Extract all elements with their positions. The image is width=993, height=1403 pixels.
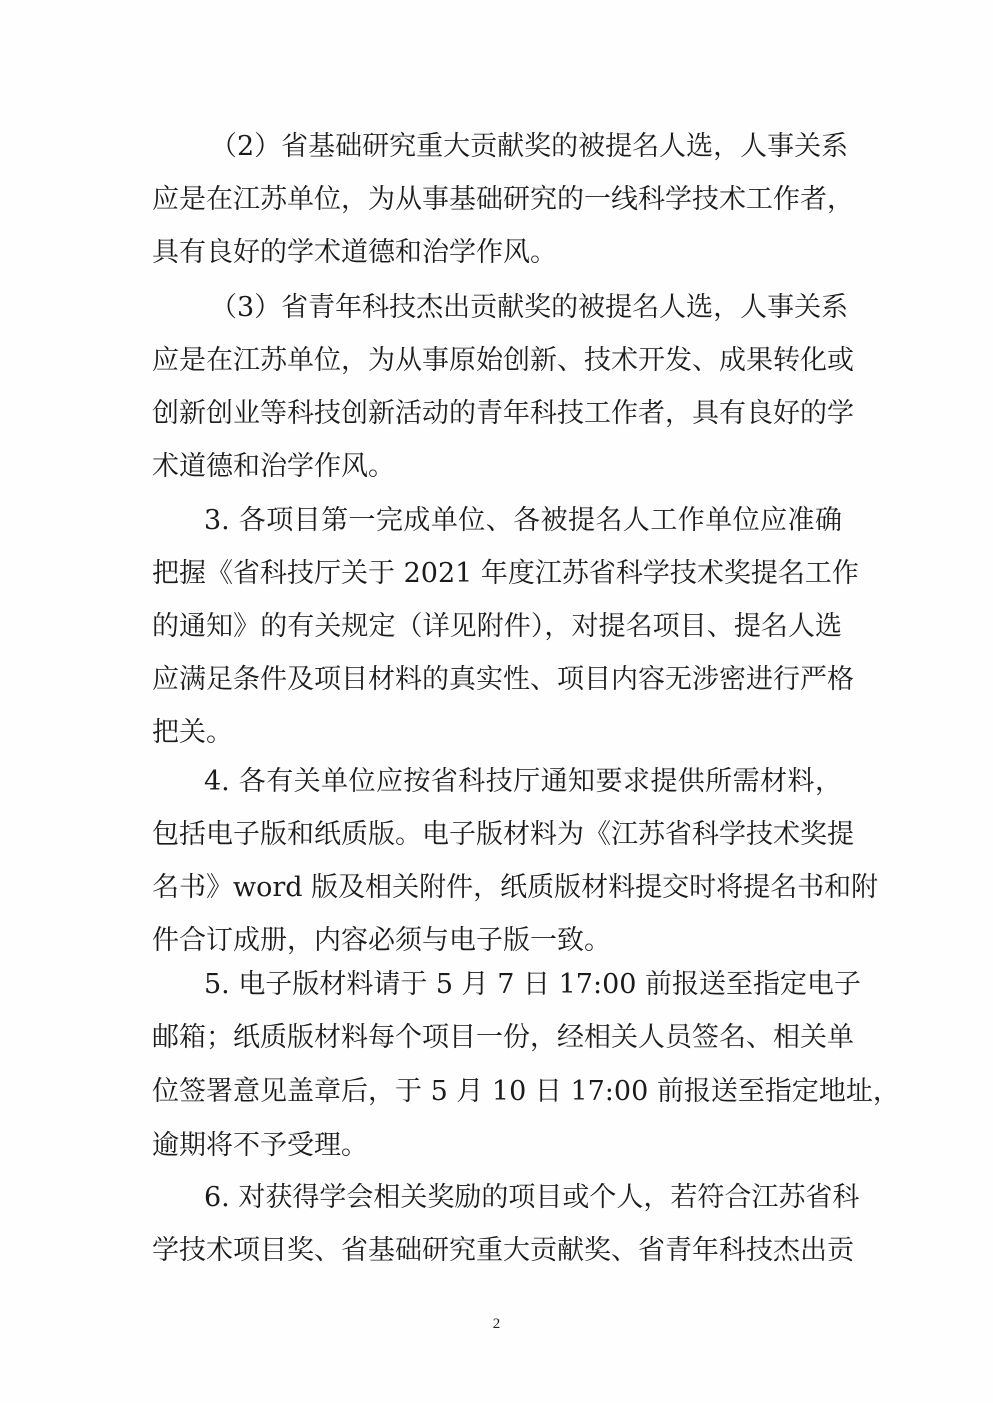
- item-5-line-4: 逾期将不予受理。: [152, 1130, 368, 1161]
- item-5-line-2: 邮箱；纸质版材料每个项目一份，经相关人员签名、相关单: [152, 1022, 854, 1053]
- item-5-line-3: 位签署意见盖章后，于 5 月 10 日 17:00 前报送至指定地址，: [152, 1076, 900, 1107]
- paragraph-3-line-3: 创新创业等科技创新活动的青年科技工作者，具有良好的学: [152, 398, 854, 429]
- paragraph-2-line-1: （2）省基础研究重大贡献奖的被提名人选，人事关系: [210, 131, 849, 162]
- paragraph-3-line-2: 应是在江苏单位，为从事原始创新、技术开发、成果转化或: [152, 345, 854, 376]
- paragraph-2-line-2: 应是在江苏单位，为从事基础研究的一线科学技术工作者，: [152, 184, 854, 215]
- paragraph-3-line-4: 术道德和治学作风。: [152, 451, 395, 482]
- item-5-line-1: 5. 电子版材料请于 5 月 7 日 17:00 前报送至指定电子: [204, 969, 862, 1000]
- item-6-line-2: 学技术项目奖、省基础研究重大贡献奖、省青年科技杰出贡: [152, 1235, 854, 1266]
- item-4-line-3: 名书》word 版及相关附件，纸质版材料提交时将提名书和附: [152, 872, 879, 903]
- item-6-line-1: 6. 对获得学会相关奖励的项目或个人，若符合江苏省科: [204, 1182, 860, 1213]
- item-3-line-2: 把握《省科技厅关于 2021 年度江苏省科学技术奖提名工作: [152, 558, 859, 589]
- page-number: 2: [492, 1316, 501, 1332]
- paragraph-3-line-1: （3）省青年科技杰出贡献奖的被提名人选，人事关系: [210, 292, 849, 323]
- paragraph-2-line-3: 具有良好的学术道德和治学作风。: [152, 237, 557, 268]
- item-3-line-3: 的通知》的有关规定（详见附件），对提名项目、提名人选: [152, 611, 842, 642]
- item-3-line-4: 应满足条件及项目材料的真实性、项目内容无涉密进行严格: [152, 664, 854, 695]
- item-4-line-4: 件合订成册，内容必须与电子版一致。: [152, 925, 611, 956]
- item-4-line-1: 4. 各有关单位应按省科技厅通知要求提供所需材料，: [204, 766, 842, 797]
- item-3-line-5: 把关。: [152, 717, 233, 748]
- item-4-line-2: 包括电子版和纸质版。电子版材料为《江苏省科学技术奖提: [152, 819, 854, 850]
- item-3-line-1: 3. 各项目第一完成单位、各被提名人工作单位应准确: [204, 505, 842, 536]
